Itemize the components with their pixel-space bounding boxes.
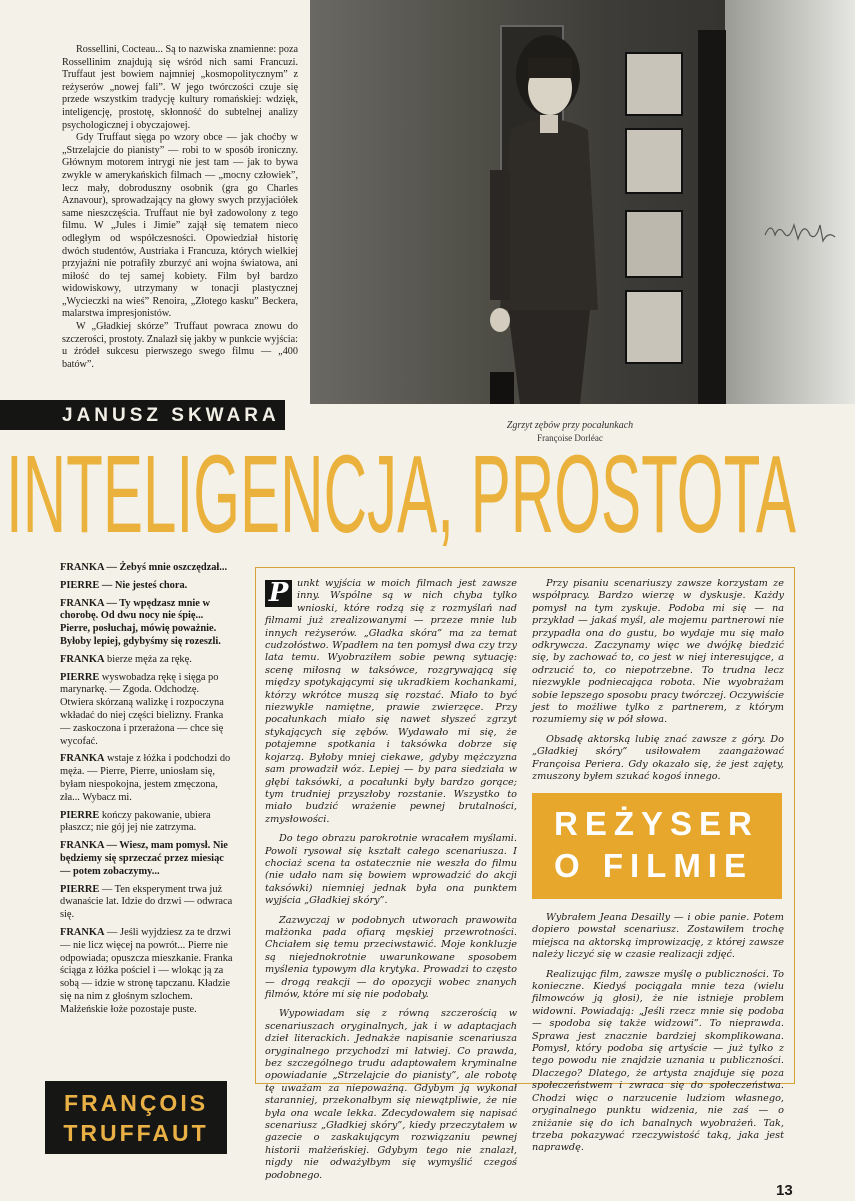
drop-cap: P — [265, 580, 292, 607]
quote-column-1 — [265, 578, 517, 1189]
paragraph-text: Wybrałem Jeana Desailly — i obie panie. Potem dopiero powstał scenariusz. Zostawiłem trochę miejsca na aktorską improwizację, z której zawsze należy liczyć się w czasie realizacji zdjęć. — [532, 912, 784, 961]
headline-text: INTELIGENCJA, PROSTOTA — [6, 436, 797, 546]
quote-column-2-bottom — [532, 912, 784, 1162]
dialogue-line — [60, 654, 234, 667]
film-still-photo — [310, 0, 855, 404]
truffaut-line-2: TRUFFAUT — [63, 1120, 209, 1146]
paragraph-text: Gdy Truffaut sięga po wzory obce — jak choćby w „Strzelajcie do pianisty” — robi to w sposób ironiczny. Głównym motorem intrygi nie jest tam — jak to bywa zwykle w amerykańskich filmach — „mocny człowiek”, lecz mały, dobroduszny osobnik (gra go Charles Aznavour), sprowadzający na głowy swych przyjaciółek same nieszczęścia. Truffaut nie był zadowolony z tego filmu. W „Jules i Jimie” zajął się tematem nieco odległym od współczesności. Opowiedział historię dwóch studentów, Austriaka i Francuza, których wielkiej przyjaźni nie potrafiły zburzyć ani wojna światowa, ani miłość do tej samej kobiety. Film był bardzo widowiskowy, utrzymany w tonacji plastycznej „Wycieczki na wieś” Renoira, „Złotego kasku” Beckera, malarstwa impresjonistów. — [62, 132, 298, 320]
dialogue-text: bierze męża za rękę. — [104, 653, 192, 665]
page-number: 13 — [776, 1182, 793, 1199]
paragraph-text: Przy pisaniu scenariuszy zawsze korzystam ze współpracy. Bardzo wierzę w dyskusje. Każdy pomysł na tym zyskuje. Podoba mi się — na przykład — jakaś myśl, ale mojemu partnerowi nie przypadła ona do gustu, bo wydaje mu się mało odkrywcza. Zaczynamy więc we dwójkę biedzić się, by zachować to, co jest w niej interesujące, a odrzucić to, co niepotrzebne. To trudna lecz niezwykle podniecająca robota. Nie wyobrażam sobie lepszego sposobu pracy twórczej. Oczywiście jest to możliwe tylko z partnerem, z którym rozumiemy się w pół słowa. — [532, 578, 784, 726]
dialogue-line — [60, 598, 234, 649]
speaker-name: PIERRE — [60, 809, 100, 821]
paragraph — [265, 578, 517, 826]
speaker-name: FRANKA — [60, 926, 105, 938]
speaker-name: PIERRE — [60, 579, 100, 591]
author-name: JANUSZ SKWARA — [62, 405, 280, 426]
paragraph — [532, 912, 784, 962]
paragraph — [62, 132, 298, 321]
paragraph-text: Zazwyczaj w podobnych utworach prawowita małżonka pada ofiarą męskiej przewrotności. Chciałem się temu przeciwstawić. Moje konkluzje są niejednokrotnie uwarunkowane sposobem myślenia typowym dla krytyka. Prowadzi to często — drogą reakcji — do opozycji wobec znanych filmów, które mi się nie podobały. — [265, 914, 517, 1000]
headline — [0, 436, 855, 546]
dialogue-line — [60, 927, 234, 1017]
dialogue-line — [60, 884, 234, 922]
dialogue-text: — Nie jesteś chora. — [99, 579, 188, 591]
rezyser-o-filmie-box — [532, 793, 782, 899]
speaker-name: FRANKA — [60, 653, 105, 665]
speaker-name: FRANKA — [60, 562, 104, 573]
dialogue-text: — Żebyś mnie oszczędzał... — [103, 562, 228, 573]
paragraph — [532, 578, 784, 727]
speaker-name: FRANKA — [60, 753, 105, 765]
dialogue-line — [60, 810, 234, 836]
francois-truffaut-box — [45, 1081, 227, 1154]
intro-text — [62, 44, 298, 371]
dialogue-line — [60, 840, 234, 878]
truffaut-line-1: FRANÇOIS — [63, 1090, 209, 1116]
paragraph — [265, 915, 517, 1002]
paragraph-text: Do tego obrazu parokrotnie wracałem myślami. Powoli rysował się kształt całego scenariusza. I chociaż scena ta ostatecznie nie weszła do filmu (nie udało nam się bowiem wprowadzić do akcji taksówki) niemniej jednak była ona punktem wyjścia „Gładkiej skóry”. — [265, 833, 517, 907]
speaker-name: PIERRE — [60, 883, 100, 895]
paragraph-text: unkt wyjścia w moich filmach jest zawsze inny. Wspólne są w nich chyba tylko wnioski, które rodzą się z rozmyślań nad filmami już zrealizowanymi — przeze mnie lub innych reżyserów. „Gładka skóra” ma za temat cudzołóstwo. Wpadłem na ten pomysł dwa czy trzy lata temu. Wyobraziłem sobie pewną sytuację: scenę miłosną w taksówce, rozgrywającą się między spotykającymi się ukradkiem kochankami, którzy wkrótce muszą się rozstać. Miało to być niezwykle namiętne, prawie zwierzęce. Przy pocałunkach miało się nawet słyszeć zgrzyt stykających się zębów. Wydawało mi się, że potajemne spotkania i taksówka dobrze się kojarzą. Byłoby mniej ciekawe, gdyby mężczyzna sam prowadził wóz. Lepiej — by para siedziała w głębi taksówki, a pocałunki były bardzo gorące; tym trudniej przyszłoby rozstanie. Wszystko to miało budzić wrażenie pewnej brutalności, zmysłowości. — [265, 578, 517, 825]
paragraph-text: Wypowiadam się z równą szczerością w scenariuszach oryginalnych, jak i w adaptacjach dzieł literackich. Jednakże napisanie scenariusza oryginalnego przychodzi mi łatwiej. Co prawda, bez szczególnego trudu adaptowałem kryminalne opowiadanie „Strzelajcie do pianisty”, ale robotę tę uważam za niepoważną. Gdybym ją wykonał staranniej, przekonałbym się niewątpliwie, że nie była ona wcale lekka. Zdecydowałem się napisać scenariusz „Gładkiej skóry”, kiedy przeczytałem w gazecie o zaskakującym rozwiązaniu pewnej historii małżeńskiej. Gdybym tego nie znalazł, nigdy nie odważyłbym się wymyślić czegoś podobnego. — [265, 1008, 517, 1181]
dialogue-text: kończy pakowanie, ubiera płaszcz; nie gój jej nie zatrzyma. — [60, 809, 211, 834]
paragraph-text: Rossellini, Cocteau... Są to nazwiska znamienne: poza Rossellinim znajdują się wśród nich sami Francuzi. Truffaut jest bowiem najmniej „kosmopolitycznym” z reżyserów „nowej fali”. W jego twórczości czuje się przede wszystkim tradycję kultury romańskiej: wdzięk, inteligencję, prostotę, skłonność do subtelnej analizy psychologicznej i obyczajowej. — [62, 44, 298, 131]
dialogue-column — [60, 562, 234, 1022]
dialogue-text: — Ten eksperyment trwa już dwanaście lat. Idzie do drzwi — odwraca się. — [60, 883, 233, 921]
paragraph — [532, 734, 784, 784]
dialogue-text: — Wiesz, mam pomysł. Nie będziemy się sprzeczać przez miesiąc — potem zobaczymy... — [60, 840, 228, 877]
signature-scribble — [760, 210, 845, 250]
speaker-name: FRANKA — [60, 840, 104, 852]
woman-standing-photo — [470, 20, 620, 404]
paragraph — [62, 44, 298, 132]
rezyser-line-2: O FILMIE — [554, 847, 753, 884]
dialogue-text: wyswobadza rękę i sięga po marynarkę. — Zgoda. Odchodzę. Otwiera skórzaną walizkę i rozpoczyna wkładać do niej części bielizny. Franka — zaskoczona i przerażona — chce się wycofać. — [60, 671, 224, 747]
rezyser-line-1: REŻYSER — [554, 805, 759, 842]
dialogue-line — [60, 672, 234, 749]
paragraph — [532, 969, 784, 1155]
paragraph-text: Obsadę aktorską lubię znać zawsze z góry. Do „Gładkiej skóry” usiłowałem zaangażować Françoisa Periera. Gdy okazało się, że jest zajęty, zmuszony byłem szukać kogoś innego. — [532, 733, 784, 783]
dialogue-line — [60, 562, 234, 575]
caption-title: Zgrzyt zębów przy pocałunkach — [506, 420, 634, 431]
speaker-name: FRANKA — [60, 597, 104, 609]
speaker-name: PIERRE — [60, 671, 100, 683]
paragraph-text: Realizując film, zawsze myślę o publiczności. To konieczne. Kiedyś pociągała mnie teza (wielu filmowców ją głosi), że nie istnieje problem widowni. Powiadają: „Jeśli rzecz mnie się podoba — spodoba się także widzowi”. To nieprawda. Sprawa jest znacznie bardziej skomplikowana. Pomysł, który podoba się artyście — już tylko z tego powodu nie znajdzie uznania u publiczności. Dlaczego? Dlatego, że artysta znajduje się poza społeczeństwem i zwraca się do społeczeństwa. Chodzi więc o narzucenie ludziom własnego, oryginalnego punktu widzenia, nie zaś — o zniżanie się do ich banalnych wyobrażeń. Tak, trzeba pokazywać rzeczywistość taką, jaka jest naprawdę. — [532, 968, 784, 1154]
quote-column-2-top — [532, 578, 784, 791]
author-bar — [0, 400, 285, 430]
paragraph — [62, 321, 298, 371]
paragraph — [265, 1008, 517, 1182]
dialogue-line — [60, 753, 234, 804]
dialogue-text: wstaje z łóżka i podchodzi do męża. — Pierre, Pierre, uniosłam się, byłam niespokojna, jestem zmęczona, zła... Wybacz mi. — [60, 753, 231, 803]
paragraph — [265, 833, 517, 907]
dialogue-text: — Ty wpędzasz mnie w chorobę. Od dwu nocy nie śpię... Pierre, posłuchaj, mówię poważnie. Byłoby lepiej, gdybyśmy się rozeszli. — [60, 597, 221, 647]
caption-actor: Françoise Dorléac — [537, 433, 603, 443]
paragraph-text: W „Gładkiej skórze” Truffaut powraca znowu do szczerości, prostoty. Znalazł się jakby w punkcie wyjścia: u źródeł sukcesu pierwszego swego filmu — „400 batów”. — [62, 321, 298, 370]
dialogue-text: — Jeśli wyjdziesz za te drzwi — nie licz więcej na powrót... Pierre nie odpowiada; opuszcza mieszkanie. Franka ściąga z łóżka pościel i — wlokąc ją za sobą — idzie w stronę tapczanu. Kładzie się na nim z głośnym szlochem. Małżeńskie łoże pozostaje puste. — [60, 926, 233, 1015]
dialogue-line — [60, 580, 234, 593]
